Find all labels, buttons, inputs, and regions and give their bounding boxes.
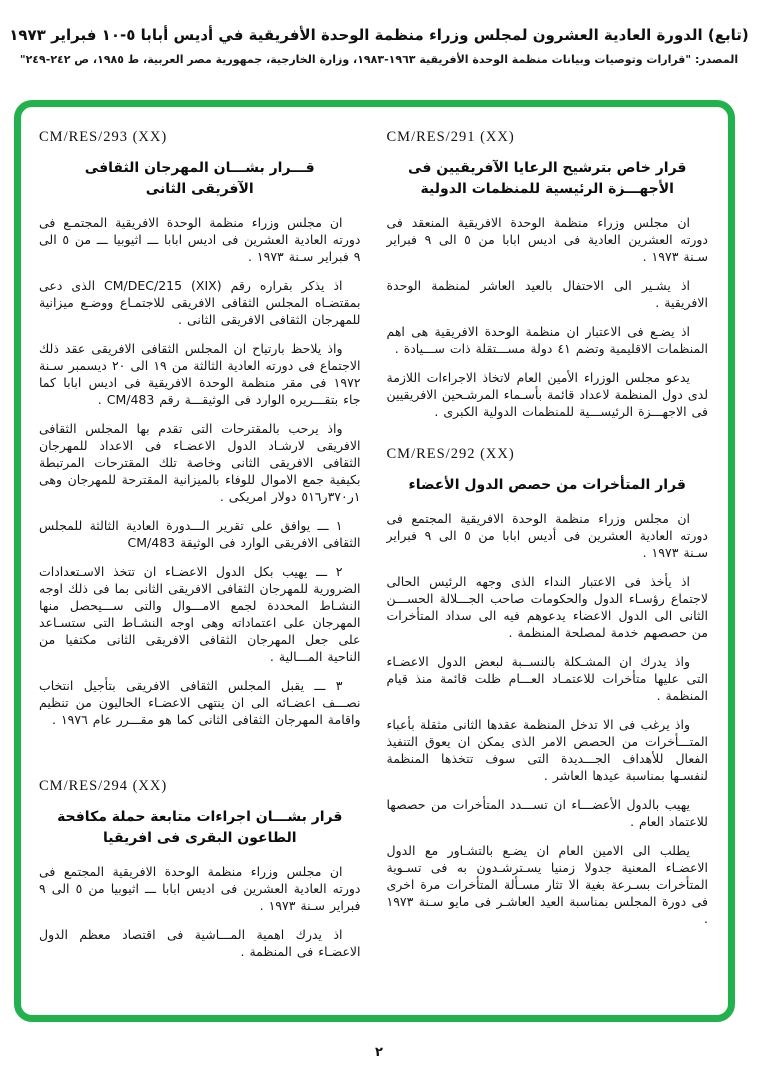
paragraph: واذ يلاحظ بارتياح ان المجلس الثقافى الافريقى عقد ذلك الاجتماع فى دورته العادية الثالثة من ١٩ الى ٢٠ ديسمبر سـنة ١٩٧٢ فى مقر منظمة الوحدة الافريقية فى اديس ابابا كما جاء بتقـــريره الوارد فى الوثيقـــة رقم CM/483 . bbox=[39, 341, 361, 407]
source-citation-line: المصدر: "قرارات وتوصيات وبيانات منظمة الوحدة الأفريقية ١٩٦٣-١٩٨٣، وزارة الخارجية، جمهورية مصر العربية، ط ١٩٨٥، ص ٢٤٢-٢٤٩" bbox=[19, 53, 739, 66]
paragraph: يهيب بالدول الأعضـــاء ان تســـدد المتأخرات من حصصها للاعتماد العام . bbox=[386, 797, 708, 829]
paragraph: ان مجلس وزراء منظمة الوحدة الافريقية المجتمـع فى دورته العادية العشرين فى اديس ابابا ـــ اثيوبيا ـــ من ٥ الى ٩ فبراير سـنة ١٩٧٣ . bbox=[39, 215, 361, 264]
resolution-code: CM/RES/293 (XX) bbox=[39, 129, 168, 145]
paragraph: اذ يدرك اهمية المـــاشية فى اقتصاد معظم الدول الاعضـاء فى المنظمة . bbox=[39, 927, 361, 959]
paragraph: ان مجلس وزراء منظمة الوحدة الافريقية المجتمع فى دورته العادية العشرين فى أديس ابابا من ٥ الى ٩ فبراير سـنة ١٩٧٣ . bbox=[386, 511, 709, 560]
left-column bbox=[39, 127, 361, 1005]
paragraph: ان مجلس وزراء منظمة الوحدة الافريقية المنعقد فى دورته العشرين العادية فى اديس ابابا من ٥ الى ٩ فبراير سـنة ١٩٧٣ . bbox=[386, 215, 709, 264]
resolution-code: CM/RES/291 (XX) bbox=[386, 129, 515, 145]
paragraph: ان مجلس وزراء منظمة الوحدة الافريقية المجتمع فى دورته العادية العشرين فى اديس ابابا ـــ اثيوبيا من ٥ الى ٩ فبراير سـنة ١٩٧٣ . bbox=[39, 864, 361, 913]
resolution-code: CM/RES/292 (XX) bbox=[386, 446, 515, 462]
paragraph: واذ يدرك ان المشـكلة بالنســبة لبعض الدول الاعضـاء التى عليها متأخرات للاعتمـاد العـــام ظلت قائمة منذ قيام المنظمة . bbox=[386, 654, 708, 703]
resolution-title: قرار خاص بترشيح الرعايا الآفريقيين فى الأجهـــزة الرئيسية للمنظمات الدولية bbox=[408, 160, 687, 197]
paragraph: يطلب الى الامين العام ان يضـع بالتشـاور مع الدول الاعضـاء المعنية جدولا زمنيا يسـترشـدون به فى تسـوية المتأخرات بسـرعة بغية الا تثار مسـألة المتأخرات مرة اخرى فى دورة المجلس بمناسبة العيد العاشـر فى مايو سـنة ١٩٧٣ . bbox=[386, 843, 708, 926]
page-number: ٢ bbox=[375, 1045, 383, 1060]
session-header-title: (تابع) الدورة العادية العشرون لمجلس وزراء منظمة الوحدة الأفريقية في أديس أبابا ٥-١٠ فبراير ١٩٧٣ bbox=[9, 26, 749, 44]
page-header bbox=[0, 24, 758, 67]
paragraph: اذ يأخذ فى الاعتبار النداء الذى وجهه الرئيس الحالى لاجتماع رؤسـاء الدول والحكومات صاحب الجـــلالة الحســـن الثانى الى الدول الاعضاء يدعوهم فيه الى سداد المتأخرات من حصصهم خدمة لمصلحة المنظمة . bbox=[386, 574, 708, 640]
paragraph: ٢ ـــ يهيب بكل الدول الاعضـاء ان تتخذ الاسـتعدادات الضرورية للمهرجان الثقافى الافريقى الثانى بما فى ذلك اوجه النشـاط المحددة لجمع الامـــوال والتى ســـيحصل منها المهرجان على اعتماداته وهى اوجه النشـاط التى ستسـاعد على جعل المهرجان الثقافى الافريقى الثانى مكتفيا من الناحية المـــالية . bbox=[39, 564, 361, 664]
green-border-frame bbox=[14, 100, 735, 1022]
paragraph: اذ يذكر بقراره رقم CM/DEC/215 (XIX) الذى دعى بمقتضـاه المجلس الثقافى الافريقى للاجتمـاع ووضـع ميزانية للمهرجان الثقافى الافريقى الثانى . bbox=[39, 278, 361, 327]
right-column bbox=[387, 127, 709, 1005]
resolution-title: قرار المتأخرات من حصص الدول الأعضاء bbox=[408, 477, 686, 493]
paragraph: واذ يرغب فى الا تدخل المنظمة عقدها الثانى مثقلة بأعباء المتـــأخرات من الحصص الامر الذى يمكن ان يعوق التنفيذ الفعال للأهداف الجـــديدة التى سوف تتخذها المنظمة لنفسـها بمناسبة عيدها العاشر . bbox=[386, 717, 708, 783]
paragraph: اذ يضـع فى الاعتبار ان منظمة الوحدة الافريقية هى اهم المنظمات الاقليمية وتضم ٤١ دولة مســـتقلة ذات ســـيادة . bbox=[386, 324, 708, 356]
paragraph: يدعو مجلس الوزراء الأمين العام لاتخاذ الاجراءات اللازمة لدى دول المنظمة لاعداد قائمة بأسـماء المرشـحين الافريقيين فى الاجهـــزة الرئيســـية للمنظمات الدولية الكبرى . bbox=[386, 370, 708, 419]
paragraph: واذ يرحب بالمقترحات التى تقدم بها المجلس الثقافى الافريقى لارشـاد الدول الاعضـاء فى الاعداد للمهرجان الثقافى الافريقى الثانى وخاصة تلك المقترحات المرتبطة بكيفية جمع الاموال للوفاء بالميزانية المقترحة للمهرجان وهى ١ر٣٧٠ر٥١٦ دولار امريكى . bbox=[39, 421, 361, 504]
resolution-title: قرار بشـــان اجراءات متابعة حملة مكافحة الطاعون البقرى فى افريقيا bbox=[57, 809, 343, 846]
paragraph: اذ يشـير الى الاحتفال بالعيد العاشر لمنظمة الوحدة الافريقية . bbox=[386, 278, 708, 310]
resolution-code: CM/RES/294 (XX) bbox=[39, 778, 168, 794]
paragraph: ٣ ـــ يقبل المجلس الثقافى الافريقى بتأجيل انتخاب نصـــف اعضـائه الى ان ينتهى الاعضـاء الحاليون من تنظيم واقامة المهرجان الثقافى الثانى كما هو مقـــرر عام ١٩٧٦ . bbox=[39, 678, 361, 727]
resolution-title: قـــرار بشـــان المهرجان الثقافى الآفريقى الثانى bbox=[84, 160, 315, 197]
paragraph: ١ ـــ يوافق على تقرير الـــدورة العادية الثالثة للمجلس الثقافى الافريقى الوارد فى الوثيقة CM/483 bbox=[39, 518, 361, 550]
